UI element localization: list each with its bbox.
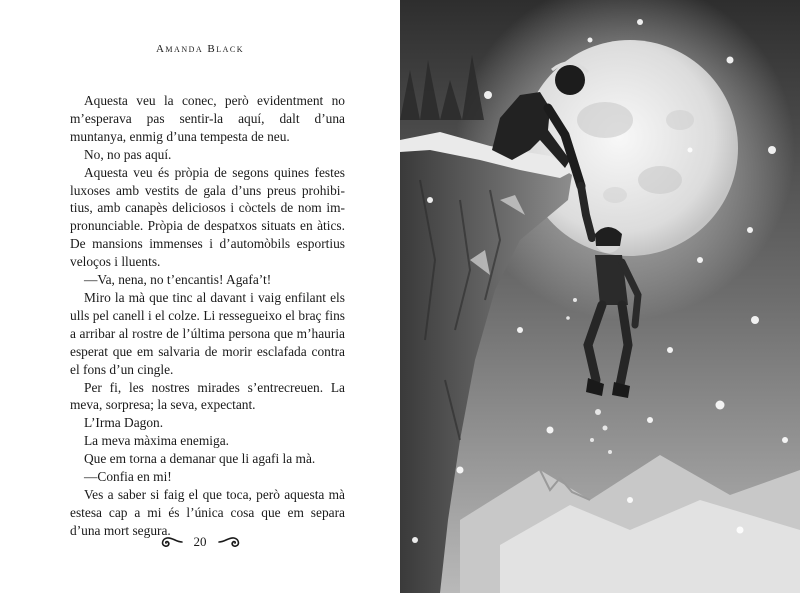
body-text <box>70 92 345 540</box>
page-footer <box>0 534 400 550</box>
running-head: Amanda Black <box>155 43 245 55</box>
paragraph: —Confia en mi! <box>84 469 172 485</box>
paragraph: Aquesta veu la conec, però evidentment no m’esperava pas sentir-la aquí, dalt d’una muntanya, enmig d’una tempesta de neu. <box>70 93 345 144</box>
paragraph: Aquesta veu és pròpia de segons quines festes luxoses amb vestits de gala d’uns preus prohibitius, amb canapès deliciosos i còctels de nom impronunciable. Pròpia de despatxos situats en àtics. De mansions immenses i d’automòbils esportius veloços i lluents. <box>70 164 345 270</box>
page-number: 20 <box>193 534 207 549</box>
paragraph: Per fi, les nostres mirades s’entrecreuen. La meva, sorpresa; la seva, expectant. <box>70 379 345 413</box>
paragraph: Miro la mà que tinc al davant i vaig enfilant els ulls pel canell i el colze. Li ressegueixo el braç fins a arribar al rostre de l’última persona que m’hauria esperat que em salvaria de morir esclafada contra el fons d’un cingle. <box>70 289 345 377</box>
paragraph: No, no pas aquí. <box>84 146 172 162</box>
left-flourish-icon <box>158 535 184 549</box>
paragraph: —Va, nena, no t’encantis! Agafa’t! <box>84 272 272 288</box>
paragraph: La meva màxima enemiga. <box>84 433 230 449</box>
cliff-rescue-illustration <box>400 0 800 593</box>
paragraph: Que em torna a demanar que li agafi la mà. <box>84 451 316 467</box>
illustration <box>400 0 800 593</box>
paragraph: L’Irma Dagon. <box>84 415 164 431</box>
paragraph: Ves a saber si faig el que toca, però aquesta mà estesa cap a mi és l’única cosa que em separa d’una mort segura. <box>70 486 345 538</box>
right-flourish-icon <box>217 535 243 549</box>
